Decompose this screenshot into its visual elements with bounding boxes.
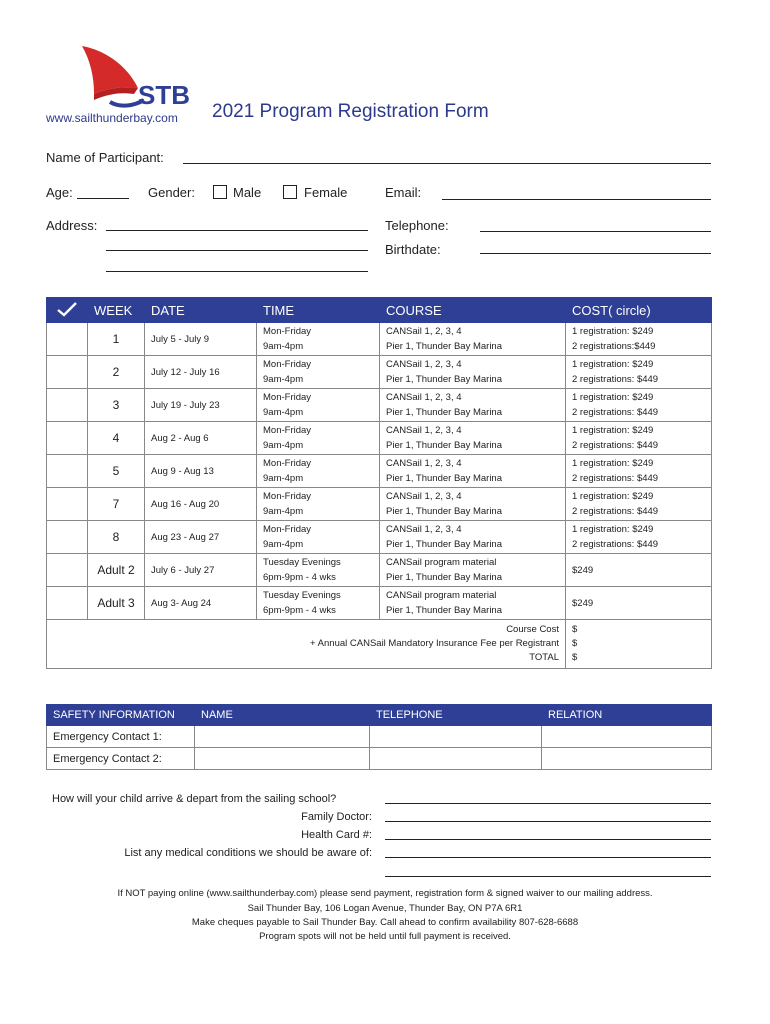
emergency-contact-1-name[interactable]	[195, 726, 370, 748]
time-days: Mon-Friday	[263, 326, 312, 337]
time-hours: 9am-4pm	[263, 374, 304, 385]
cost-option-1[interactable]: 1 registration: $249	[572, 392, 654, 403]
week-cell: 5	[88, 455, 145, 488]
week-cell: 2	[88, 356, 145, 389]
email-field[interactable]	[442, 199, 711, 200]
time-days: Mon-Friday	[263, 392, 312, 403]
course-table-header	[47, 298, 712, 323]
time-hours: 9am-4pm	[263, 440, 304, 451]
name-field[interactable]	[183, 163, 711, 164]
doctor-field[interactable]	[385, 821, 711, 822]
select-cell[interactable]	[47, 389, 88, 422]
birthdate-label: Birthdate:	[385, 242, 441, 257]
cost-option-1[interactable]: 1 registration: $249	[572, 425, 654, 436]
table-row	[47, 422, 712, 455]
cost-option-2[interactable]: 2 registrations: $449	[572, 539, 659, 550]
cost-option-2[interactable]: 2 registrations: $449	[572, 407, 659, 418]
footer-line-2: Sail Thunder Bay, 106 Logan Avenue, Thunder Bay, ON P7A 6R1	[247, 903, 523, 914]
arrive-question: How will your child arrive & depart from the sailing school?	[52, 793, 337, 805]
totals-row	[47, 620, 712, 669]
cost-option-1[interactable]: 1 registration: $249	[572, 491, 654, 502]
name-label: Name of Participant:	[46, 150, 164, 165]
week-cell: 8	[88, 521, 145, 554]
table-row	[47, 748, 712, 770]
cost-cell[interactable]	[566, 323, 712, 356]
week-cell: 4	[88, 422, 145, 455]
safety-table-header	[47, 705, 712, 726]
cost-cell[interactable]	[566, 455, 712, 488]
table-row	[47, 521, 712, 554]
course-levels: CANSail 1, 2, 3, 4	[386, 524, 462, 535]
logo	[64, 42, 190, 112]
week-cell: 7	[88, 488, 145, 521]
health-card-label: Health Card #:	[301, 829, 372, 841]
cost-option-1[interactable]: $249	[572, 597, 594, 609]
course-table	[46, 297, 712, 669]
time-days: Mon-Friday	[263, 458, 312, 469]
safety-telephone-header: TELEPHONE	[370, 705, 542, 726]
male-label: Male	[233, 185, 262, 200]
time-cell	[257, 455, 380, 488]
time-header: TIME	[257, 298, 380, 323]
time-cell	[257, 488, 380, 521]
date-cell: Aug 23 - Aug 27	[145, 521, 257, 554]
medical-field-2[interactable]	[385, 876, 711, 877]
select-cell[interactable]	[47, 356, 88, 389]
cost-option-1[interactable]: 1 registration: $249	[572, 359, 654, 370]
medical-label: List any medical conditions we should be aware of:	[124, 847, 372, 859]
table-row	[47, 323, 712, 356]
date-header: DATE	[145, 298, 257, 323]
cost-option-1[interactable]: $249	[572, 564, 594, 576]
female-label: Female	[304, 185, 348, 200]
footer-line-4: Program spots will not be held until full payment is received.	[259, 931, 511, 942]
course-levels: CANSail 1, 2, 3, 4	[386, 359, 462, 370]
emergency-contact-1-relation[interactable]	[542, 726, 712, 748]
insurance-label: + Annual CANSail Mandatory Insurance Fee per Registrant	[310, 638, 559, 649]
course-levels: CANSail program material	[386, 590, 497, 601]
gender-label: Gender:	[148, 185, 195, 200]
safety-info-header: SAFETY INFORMATION	[47, 705, 195, 726]
emergency-contact-1-telephone[interactable]	[370, 726, 542, 748]
totals-labels	[47, 620, 566, 669]
age-label: Age:	[46, 185, 73, 200]
table-row	[47, 488, 712, 521]
date-cell: July 5 - July 9	[145, 323, 257, 356]
time-cell	[257, 521, 380, 554]
emergency-contact-2-name[interactable]	[195, 748, 370, 770]
table-row	[47, 726, 712, 748]
course-cell	[380, 323, 566, 356]
time-days: Mon-Friday	[263, 359, 312, 370]
course-cell	[380, 389, 566, 422]
time-cell	[257, 587, 380, 620]
medical-field-1[interactable]	[385, 857, 711, 858]
week-cell: 1	[88, 323, 145, 356]
date-cell: July 12 - July 16	[145, 356, 257, 389]
table-row	[47, 554, 712, 587]
time-hours: 9am-4pm	[263, 407, 304, 418]
emergency-contact-2-label: Emergency Contact 2:	[47, 748, 195, 770]
page-title: 2021 Program Registration Form	[212, 101, 489, 122]
date-cell: Aug 2 - Aug 6	[145, 422, 257, 455]
date-cell: July 6 - July 27	[145, 554, 257, 587]
telephone-label: Telephone:	[385, 218, 449, 233]
time-cell	[257, 356, 380, 389]
table-row	[47, 455, 712, 488]
table-row	[47, 356, 712, 389]
address-field-3[interactable]	[106, 271, 368, 272]
select-cell[interactable]	[47, 488, 88, 521]
doctor-label: Family Doctor:	[301, 811, 372, 823]
select-cell[interactable]	[47, 521, 88, 554]
safety-table	[46, 704, 712, 770]
time-days: Tuesday Evenings	[263, 590, 341, 601]
select-cell[interactable]	[47, 455, 88, 488]
course-cell	[380, 488, 566, 521]
cost-option-2[interactable]: 2 registrations: $449	[572, 440, 659, 451]
emergency-contact-2-relation[interactable]	[542, 748, 712, 770]
totals-values[interactable]	[566, 620, 712, 669]
time-hours: 9am-4pm	[263, 506, 304, 517]
birthdate-field[interactable]	[480, 253, 711, 254]
course-location: Pier 1, Thunder Bay Marina	[386, 539, 502, 550]
footer-line-3: Make cheques payable to Sail Thunder Bay. Call ahead to confirm availability 807-628-6688	[191, 917, 579, 928]
course-levels: CANSail 1, 2, 3, 4	[386, 326, 462, 337]
time-days: Tuesday Evenings	[263, 557, 341, 568]
course-header: COURSE	[380, 298, 566, 323]
time-hours: 6pm-9pm - 4 wks	[263, 572, 336, 583]
select-cell[interactable]	[47, 422, 88, 455]
course-cell	[380, 356, 566, 389]
emergency-contact-1-label: Emergency Contact 1:	[47, 726, 195, 748]
cost-option-1[interactable]: 1 registration: $249	[572, 524, 654, 535]
time-cell	[257, 323, 380, 356]
date-cell: Aug 9 - Aug 13	[145, 455, 257, 488]
week-header: WEEK	[88, 298, 145, 323]
cost-cell[interactable]	[566, 521, 712, 554]
select-cell[interactable]	[47, 554, 88, 587]
time-days: Mon-Friday	[263, 425, 312, 436]
health-card-field[interactable]	[385, 839, 711, 840]
week-cell: Adult 2	[88, 554, 145, 587]
time-days: Mon-Friday	[263, 491, 312, 502]
email-label: Email:	[385, 185, 422, 200]
sail-logo-icon	[64, 42, 190, 112]
table-row	[47, 587, 712, 620]
cost-cell[interactable]	[566, 587, 712, 620]
cost-cell[interactable]	[566, 422, 712, 455]
time-days: Mon-Friday	[263, 524, 312, 535]
cost-option-2[interactable]: 2 registrations: $449	[572, 374, 659, 385]
emergency-contact-2-telephone[interactable]	[370, 748, 542, 770]
table-row	[47, 389, 712, 422]
cost-option-2[interactable]: 2 registrations:$449	[572, 341, 656, 352]
time-cell	[257, 554, 380, 587]
address-field-2[interactable]	[106, 250, 368, 251]
course-cost-value[interactable]: $	[572, 624, 578, 635]
date-cell: Aug 16 - Aug 20	[145, 488, 257, 521]
logo-text: STB	[138, 80, 190, 110]
course-location: Pier 1, Thunder Bay Marina	[386, 572, 502, 583]
week-cell: Adult 3	[88, 587, 145, 620]
cost-cell[interactable]	[566, 356, 712, 389]
checkmark-header	[47, 298, 88, 323]
course-cell	[380, 455, 566, 488]
telephone-field[interactable]	[480, 231, 711, 232]
safety-name-header: NAME	[195, 705, 370, 726]
cost-cell[interactable]	[566, 554, 712, 587]
cost-option-1[interactable]: 1 registration: $249	[572, 326, 654, 337]
cost-header: COST( circle)	[566, 298, 712, 323]
time-cell	[257, 422, 380, 455]
select-cell[interactable]	[47, 587, 88, 620]
course-levels: CANSail 1, 2, 3, 4	[386, 425, 462, 436]
course-cost-label: Course Cost	[506, 624, 559, 635]
date-cell: Aug 3- Aug 24	[145, 587, 257, 620]
website-link[interactable]: www.sailthunderbay.com	[46, 111, 178, 125]
total-label: TOTAL	[529, 652, 559, 663]
date-cell: July 19 - July 23	[145, 389, 257, 422]
course-location: Pier 1, Thunder Bay Marina	[386, 341, 502, 352]
time-hours: 6pm-9pm - 4 wks	[263, 605, 336, 616]
insurance-value[interactable]: $	[572, 638, 578, 649]
address-label: Address:	[46, 218, 98, 233]
course-cell	[380, 521, 566, 554]
footer-line-1: If NOT paying online (www.sailthunderbay.com) please send payment, registration form & signed waiver to our mailing address.	[117, 888, 653, 899]
cost-cell[interactable]	[566, 389, 712, 422]
arrive-field[interactable]	[385, 803, 711, 804]
course-cell	[380, 422, 566, 455]
time-hours: 9am-4pm	[263, 473, 304, 484]
cost-cell[interactable]	[566, 488, 712, 521]
select-cell[interactable]	[47, 323, 88, 356]
cost-option-1[interactable]: 1 registration: $249	[572, 458, 654, 469]
cost-option-2[interactable]: 2 registrations: $449	[572, 473, 659, 484]
course-cell	[380, 587, 566, 620]
course-levels: CANSail 1, 2, 3, 4	[386, 491, 462, 502]
course-cell	[380, 554, 566, 587]
course-location: Pier 1, Thunder Bay Marina	[386, 473, 502, 484]
week-cell: 3	[88, 389, 145, 422]
total-value[interactable]: $	[572, 652, 578, 663]
time-cell	[257, 389, 380, 422]
course-levels: CANSail 1, 2, 3, 4	[386, 458, 462, 469]
course-location: Pier 1, Thunder Bay Marina	[386, 506, 502, 517]
time-hours: 9am-4pm	[263, 539, 304, 550]
course-levels: CANSail 1, 2, 3, 4	[386, 392, 462, 403]
time-hours: 9am-4pm	[263, 341, 304, 352]
course-location: Pier 1, Thunder Bay Marina	[386, 374, 502, 385]
age-field[interactable]	[77, 198, 129, 199]
male-checkbox[interactable]	[213, 185, 227, 199]
cost-option-2[interactable]: 2 registrations: $449	[572, 506, 659, 517]
course-location: Pier 1, Thunder Bay Marina	[386, 407, 502, 418]
course-location: Pier 1, Thunder Bay Marina	[386, 605, 502, 616]
course-levels: CANSail program material	[386, 557, 497, 568]
address-field-1[interactable]	[106, 230, 368, 231]
safety-relation-header: RELATION	[542, 705, 712, 726]
female-checkbox[interactable]	[283, 185, 297, 199]
course-location: Pier 1, Thunder Bay Marina	[386, 440, 502, 451]
